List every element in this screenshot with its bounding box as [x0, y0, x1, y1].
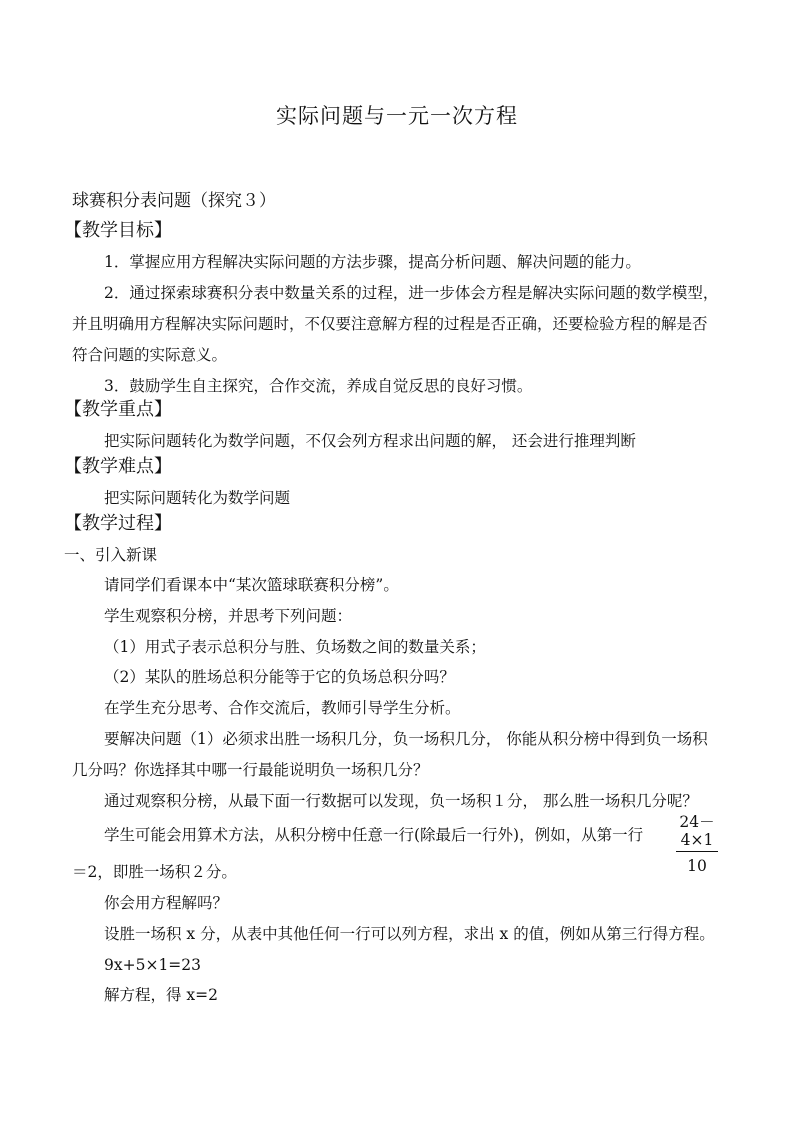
goal-item-3: 3．鼓励学生自主探究，合作交流，养成自觉反思的良好习惯。 — [104, 377, 533, 395]
difficulty-text: 把实际问题转化为数学问题 — [104, 489, 291, 507]
fraction-numerator: 24－4×1 — [676, 813, 718, 852]
equation: 9x+5×1=23 — [104, 956, 202, 974]
key-text: 把实际问题转化为数学问题，不仅会列方程求出问题的解， 还会进行推理判断 — [104, 432, 636, 450]
part1-title: 一、引入新课 — [64, 546, 158, 564]
process-line-11: 设胜一场积 x 分，从表中其他任何一行可以列方程，求出 x 的值，例如从第三行得方程。 — [104, 925, 715, 943]
process-line-6: 要解决问题（1）必须求出胜一场积几分，负一场积几分， 你能从积分榜中得到负一场积 — [104, 730, 708, 748]
process-line-6-cont: 几分吗？你选择其中哪一行最能说明负一场积几分？ — [72, 761, 429, 779]
goal-item-2-cont-a: 并且明确用方程解决实际问题时，不仅要注意解方程的过程是否正确，还要检验方程的解是否 — [72, 315, 708, 333]
question-1: （1）用式子表示总积分与胜、负场数之间的数量关系； — [104, 638, 486, 656]
process-line-1: 请同学们看课本中“某次篮球联赛积分榜”。 — [104, 576, 399, 594]
process-line-9: ＝2，即胜一场积２分。 — [72, 863, 237, 881]
fraction — [676, 813, 718, 876]
goal-item-2-cont-b: 符合问题的实际意义。 — [72, 346, 228, 364]
solution: 解方程，得 x=2 — [104, 986, 219, 1004]
process-line-2: 学生观察积分榜，并思考下列问题： — [104, 607, 353, 625]
subtitle: 球赛积分表问题（探究３） — [72, 191, 276, 211]
difficulty-heading: 【教学难点】 — [64, 456, 172, 477]
fraction-denominator: 10 — [687, 857, 707, 875]
key-heading: 【教学重点】 — [64, 399, 172, 420]
goal-item-2: 2．通过探索球赛积分表中数量关系的过程，进一步体会方程是解决实际问题的数学模型， — [104, 284, 719, 302]
goals-heading: 【教学目标】 — [64, 220, 172, 241]
question-2: （2）某队的胜场总积分能等于它的负场总积分吗？ — [104, 668, 455, 686]
process-line-10: 你会用方程解吗？ — [104, 894, 229, 912]
goal-item-1: 1．掌握应用方程解决实际问题的方法步骤，提高分析问题、解决问题的能力。 — [104, 253, 641, 271]
process-line-7: 通过观察积分榜，从最下面一行数据可以发现，负一场积１分， 那么胜一场积几分呢？ — [104, 792, 698, 810]
process-line-5: 在学生充分思考、合作交流后，教师引导学生分析。 — [104, 699, 461, 717]
page-title: 实际问题与一元一次方程 — [276, 104, 518, 128]
process-heading: 【教学过程】 — [64, 513, 172, 534]
process-line-8: 学生可能会用算术方法，从积分榜中任意一行(除最后一行外)，例如，从第一行 — [104, 826, 644, 844]
